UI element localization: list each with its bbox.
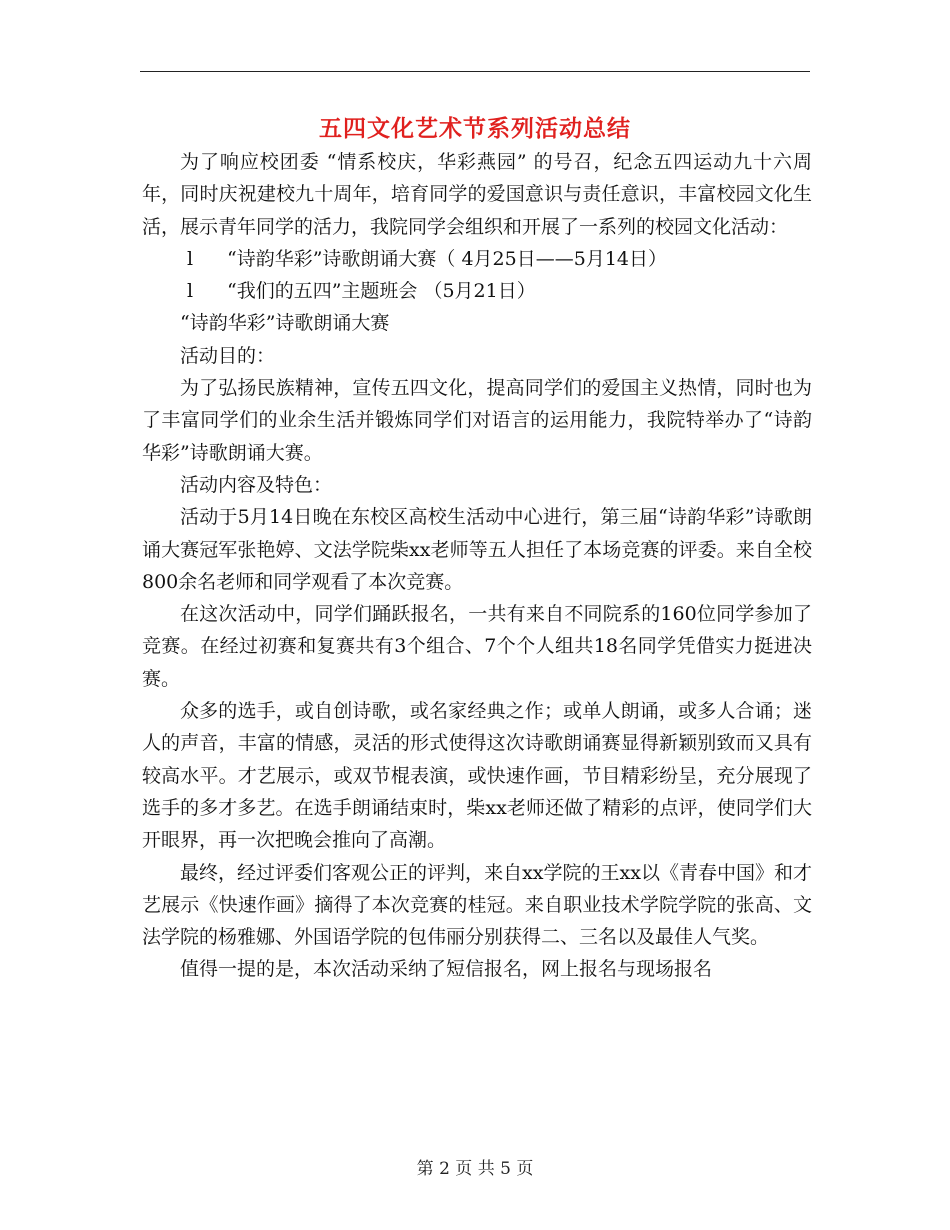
list-item [142, 275, 812, 307]
content-label: 活动内容及特色： [180, 473, 333, 496]
list-bullet: l [187, 280, 194, 303]
section-heading: “诗韵华彩”诗歌朗诵大赛 [180, 312, 390, 335]
document-body [142, 146, 812, 986]
content-paragraph: 值得一提的是，本次活动采纳了短信报名，网上报名与现场报名 [180, 958, 713, 981]
document-title: 五四文化艺术节系列活动总结 [319, 116, 631, 142]
content-paragraph: 众多的选手，或自创诗歌，或名家经典之作；或单人朗诵，或多人合诵；迷人的声音，丰富的情感，灵活的形式使得这次诗歌朗诵赛显得新颖别致而又具有较高水平。才艺展示，或双节棍表演，或快速作画，节目精彩纷呈，充分展现了选手的多才多艺。在选手朗诵结束时，柴xx老师还做了精彩的点评，使同学们大开眼界，再一次把晚会推向了高潮。 [142, 700, 812, 852]
page-number-footer: 第 2 页 共 5 页 [416, 1159, 534, 1179]
purpose-label: 活动目的： [180, 344, 276, 367]
content-paragraph: 活动于5月14日晚在东校区高校生活动中心进行，第三届“诗韵华彩”诗歌朗诵大赛冠军张艳婷、文法学院柴xx老师等五人担任了本场竞赛的评委。来自全校800余名老师和同学观看了本次竞赛。 [142, 506, 812, 593]
list-item [142, 243, 812, 275]
list-item-text: “我们的五四”主题班会 （5月21日） [227, 280, 536, 303]
content-paragraph: 最终，经过评委们客观公正的评判，来自xx学院的王xx以《青春中国》和才艺展示《快速作画》摘得了本次竞赛的桂冠。来自职业技术学院学院的张高、文法学院的杨雅娜、外国语学院的包伟丽分别获得二、三名以及最佳人气奖。 [142, 861, 812, 949]
content-paragraph: 在这次活动中，同学们踊跃报名，一共有来自不同院系的160位同学参加了竞赛。在经过初赛和复赛共有3个组合、7个个人组共18名同学凭借实力挺进决赛。 [142, 603, 812, 690]
list-item-text: “诗韵华彩”诗歌朗诵大赛（ 4月25日——5月14日） [227, 247, 667, 270]
purpose-paragraph: 为了弘扬民族精神，宣传五四文化，提高同学们的爱国主义热情，同时也为了丰富同学们的业余生活并锻炼同学们对语言的运用能力，我院特举办了“诗韵华彩”诗歌朗诵大赛。 [142, 377, 812, 464]
intro-paragraph: 为了响应校团委 “情系校庆，华彩燕园” 的号召，纪念五四运动九十六周年，同时庆祝建校九十周年，培育同学的爱国意识与责任意识，丰富校园文化生活，展示青年同学的活力，我院同学会组织和开展了一系列的校园文化活动： [142, 151, 812, 238]
header-rule [140, 71, 810, 72]
list-bullet: l [187, 247, 194, 270]
